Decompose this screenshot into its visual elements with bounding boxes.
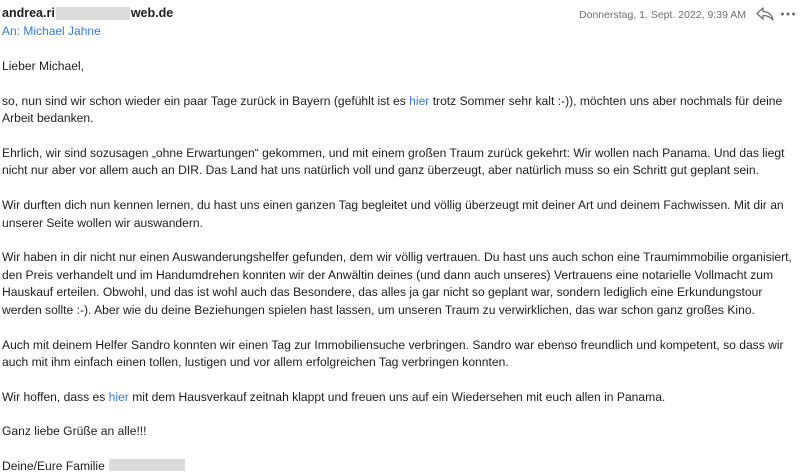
paragraph-4-line-1: Wir haben in dir nicht nur einen Auswanderungshelfer gefunden, dem wir völlig vertrauen. Du hast uns auch schon eine Traumimmobilie organisiert, [2,250,792,265]
paragraph-1 [2,93,798,128]
paragraph-1-text-c: Arbeit bedanken. [2,111,94,126]
paragraph-6-text-a: Wir hoffen, dass es [2,389,109,404]
reply-icon [756,7,774,21]
paragraph-1-text-a: so, nun sind wir schon wieder ein paar Tage zurück in Bayern (gefühlt ist es [2,93,410,108]
sender-address-prefix: andrea.ri [2,6,55,20]
paragraph-3 [2,197,798,232]
more-options-button[interactable] [778,5,798,23]
paragraph-4-line-2: den Preis verhandelt und im Handumdrehen konnten wir der Anwältin deines (und dann auch unseres) Vertrauens eine notarielle Vollmacht zum [2,267,774,282]
paragraph-2-line-2: nicht nur aber vor allem auch an DIR. Das Land hat uns natürlich voll und ganz überzeugt, aber natürlich muss so ein Schritt gut geplant sein. [2,163,759,178]
paragraph-6 [2,389,798,407]
paragraph-2 [2,145,798,180]
paragraph-5 [2,337,798,372]
recipient-label: An: [2,24,21,38]
reply-button[interactable] [754,5,776,23]
signature-text: Deine/Eure Familie [2,458,105,473]
paragraph-4-line-3: Hauskauf erteilen. Obwohl, und das ist wohl auch das Besondere, das alles ja gar nicht so geplant war, sondern lediglich eine Erkundungstour [2,285,763,300]
email-header [0,0,800,44]
link-hier-2[interactable]: hier [108,389,129,404]
paragraph-5-line-1: Auch mit deinem Helfer Sandro konnten wir einen Tag zur Immobiliensuche verbringen. Sandro war ebenso freundlich und kompetent, so dass wir [2,337,784,352]
paragraph-4-line-4: werden sollte :-). Aber wie du deine Beziehungen spielen hast lassen, um unseren Traum zu verwirklichen, das war schon ganz großes Kino. [2,302,755,317]
recipient-line[interactable] [2,24,101,38]
email-date: Donnerstag, 1. Sept. 2022, 9:39 AM [579,9,746,21]
link-hier-1[interactable]: hier [409,93,430,108]
greeting: Lieber Michael, [2,59,85,73]
paragraph-1-text-b: trotz Sommer sehr kalt :-)), möchten uns aber nochmals für deine [429,93,783,108]
email-body [2,58,798,476]
signature-redaction-bar [109,459,185,471]
sender-address-suffix: web.de [130,6,174,20]
paragraph-2-line-1: Ehrlich, wir sind sozusagen „ohne Erwartungen“ gekommen, und mit einem großen Traum zurück gekehrt: Wir wollen nach Panama. Und das liegt [2,145,785,160]
paragraph-3-line-1: Wir durften dich nun kennen lernen, du hast uns einen ganzen Tag begleitet und völlig überzeugt mit deiner Art und deinem Fachwissen. Mit dir an [2,197,784,212]
sender-address[interactable] [2,6,173,20]
paragraph-3-line-2: unserer Seite wollen wir auswandern. [2,215,203,230]
paragraph-6-text-b: mit dem Hausverkauf zeitnah klappt und freuen uns auf ein Wiedersehen mit euch allen in Panama. [128,389,666,404]
recipient-name: Michael Jahne [23,24,101,38]
more-icon [780,11,796,17]
paragraph-4 [2,249,798,319]
paragraph-5-line-2: auch mit ihm einfach einen tollen, lustigen und vor allem erfolgreichen Tag verbringen konnten. [2,355,509,370]
signature [2,458,798,476]
redaction-bar [56,7,130,20]
closing: Ganz liebe Grüße an alle!!! [2,424,147,439]
